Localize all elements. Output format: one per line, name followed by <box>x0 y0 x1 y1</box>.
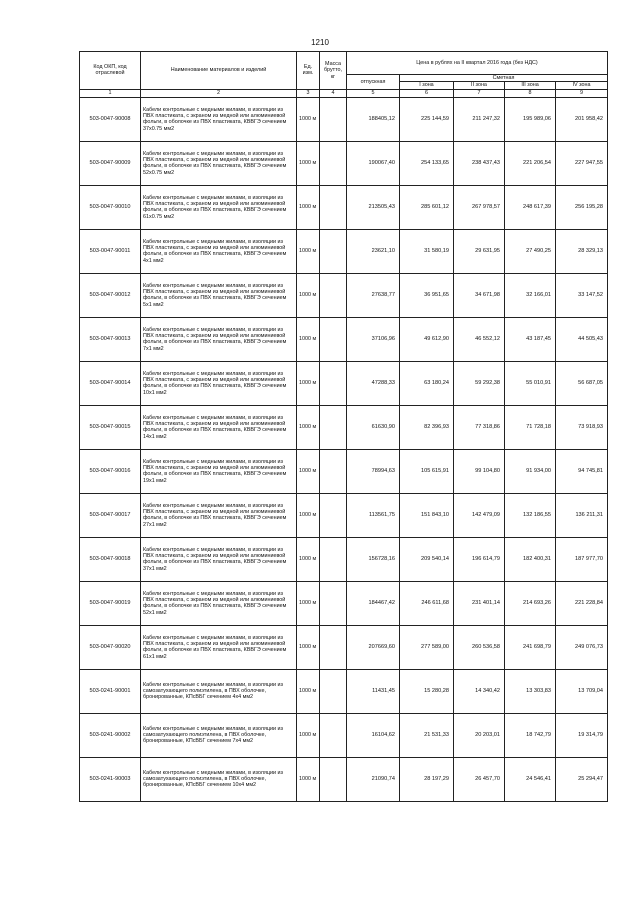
item-code: 503-0047-90012 <box>80 273 141 317</box>
table-row <box>80 361 608 405</box>
zone-4-price: 227 947,55 <box>556 141 608 185</box>
column-number: 8 <box>505 89 556 97</box>
zone-1-price: 63 180,24 <box>400 361 454 405</box>
item-unit: 1000 м <box>297 537 320 581</box>
table-row <box>80 493 608 537</box>
item-name: Кабели контрольные с медными жилами, в изоляции из ПВХ пластиката, с экраном из медной или алюминиевой фольги, в оболочке из ПВХ пластиката, КВВГЭ сечением 7х1 мм2 <box>141 317 297 361</box>
zone-4-price: 13 709,04 <box>556 669 608 713</box>
column-number: 3 <box>297 89 320 97</box>
release-price: 78994,63 <box>347 449 400 493</box>
table-row <box>80 405 608 449</box>
zone-4-price: 187 977,70 <box>556 537 608 581</box>
zone-2-price: 267 978,57 <box>454 185 505 229</box>
zone-1-price: 246 611,68 <box>400 581 454 625</box>
zone-2-price: 59 292,38 <box>454 361 505 405</box>
release-price: 11431,45 <box>347 669 400 713</box>
item-name: Кабели контрольные с медными жилами, в изоляции из самозатухающего полиэтилена, в ПВХ оболочке, бронированные, КПсВБГ сечением 10х4 мм2 <box>141 757 297 801</box>
item-name: Кабели контрольные с медными жилами, в изоляции из ПВХ пластиката, с экраном из медной или алюминиевой фольги, в оболочке из ПВХ пластиката, КВВГЭ сечением 52х0.75 мм2 <box>141 141 297 185</box>
zone-4-price: 56 687,05 <box>556 361 608 405</box>
column-number-row <box>80 89 608 97</box>
zone-2-price: 46 552,12 <box>454 317 505 361</box>
zone-1-price: 285 601,12 <box>400 185 454 229</box>
zone-3-price: 13 303,83 <box>505 669 556 713</box>
release-price: 21090,74 <box>347 757 400 801</box>
table-row <box>80 713 608 757</box>
item-unit: 1000 м <box>297 317 320 361</box>
zone-3-price: 32 166,01 <box>505 273 556 317</box>
item-unit: 1000 м <box>297 185 320 229</box>
table-row <box>80 537 608 581</box>
zone-3-price: 214 693,26 <box>505 581 556 625</box>
table-row <box>80 669 608 713</box>
zone-1-price: 151 843,10 <box>400 493 454 537</box>
item-code: 503-0047-90020 <box>80 625 141 669</box>
zone-1-price: 277 589,00 <box>400 625 454 669</box>
zone-4-price: 19 314,79 <box>556 713 608 757</box>
item-mass <box>320 97 347 141</box>
column-number: 4 <box>320 89 347 97</box>
zone-1-price: 28 197,29 <box>400 757 454 801</box>
item-mass <box>320 713 347 757</box>
zone-2-price: 14 340,42 <box>454 669 505 713</box>
zone-1-price: 15 280,28 <box>400 669 454 713</box>
zone-4-price: 73 918,93 <box>556 405 608 449</box>
zone-3-price: 195 989,06 <box>505 97 556 141</box>
zone-3-price: 221 206,54 <box>505 141 556 185</box>
table-row <box>80 625 608 669</box>
zone-1-price: 49 612,90 <box>400 317 454 361</box>
header-zone-4: IV зона <box>556 82 608 89</box>
item-mass <box>320 273 347 317</box>
item-unit: 1000 м <box>297 141 320 185</box>
item-code: 503-0047-90013 <box>80 317 141 361</box>
item-mass <box>320 317 347 361</box>
item-name: Кабели контрольные с медными жилами, в изоляции из самозатухающего полиэтилена, в ПВХ оболочке, бронированные, КПсВБГ сечением 7х4 мм2 <box>141 713 297 757</box>
item-code: 503-0047-90016 <box>80 449 141 493</box>
column-number: 2 <box>141 89 297 97</box>
zone-3-price: 182 400,31 <box>505 537 556 581</box>
table-row <box>80 185 608 229</box>
zone-3-price: 132 186,55 <box>505 493 556 537</box>
item-unit: 1000 м <box>297 625 320 669</box>
zone-4-price: 25 294,47 <box>556 757 608 801</box>
zone-2-price: 231 401,14 <box>454 581 505 625</box>
table-row <box>80 581 608 625</box>
zone-2-price: 77 318,86 <box>454 405 505 449</box>
zone-2-price: 196 614,79 <box>454 537 505 581</box>
item-code: 503-0047-90009 <box>80 141 141 185</box>
zone-3-price: 43 187,45 <box>505 317 556 361</box>
item-mass <box>320 581 347 625</box>
zone-3-price: 18 742,79 <box>505 713 556 757</box>
item-name: Кабели контрольные с медными жилами, в изоляции из ПВХ пластиката, с экраном из медной или алюминиевой фольги, в оболочке из ПВХ пластиката, КВВГЭ сечением 19х1 мм2 <box>141 449 297 493</box>
item-code: 503-0047-90019 <box>80 581 141 625</box>
zone-4-price: 28 329,13 <box>556 229 608 273</box>
zone-1-price: 31 580,19 <box>400 229 454 273</box>
item-unit: 1000 м <box>297 361 320 405</box>
item-mass <box>320 185 347 229</box>
zone-2-price: 260 536,58 <box>454 625 505 669</box>
column-number: 1 <box>80 89 141 97</box>
table-row <box>80 757 608 801</box>
table-row <box>80 449 608 493</box>
zone-3-price: 241 698,79 <box>505 625 556 669</box>
header-zone-2: II зона <box>454 82 505 89</box>
item-name: Кабели контрольные с медными жилами, в изоляции из ПВХ пластиката, с экраном из медной или алюминиевой фольги, в оболочке из ПВХ пластиката, КВВГЭ сечением 37х0.75 мм2 <box>141 97 297 141</box>
item-code: 503-0047-90017 <box>80 493 141 537</box>
zone-2-price: 238 437,43 <box>454 141 505 185</box>
item-mass <box>320 361 347 405</box>
item-unit: 1000 м <box>297 97 320 141</box>
item-unit: 1000 м <box>297 581 320 625</box>
item-unit: 1000 м <box>297 669 320 713</box>
table-row <box>80 317 608 361</box>
item-code: 503-0047-90008 <box>80 97 141 141</box>
zone-4-price: 33 147,52 <box>556 273 608 317</box>
zone-4-price: 136 211,31 <box>556 493 608 537</box>
table-row <box>80 273 608 317</box>
zone-2-price: 20 203,01 <box>454 713 505 757</box>
zone-2-price: 29 631,95 <box>454 229 505 273</box>
item-mass <box>320 625 347 669</box>
item-mass <box>320 757 347 801</box>
item-code: 503-0047-90015 <box>80 405 141 449</box>
header-zone-3: III зона <box>505 82 556 89</box>
zone-4-price: 221 228,84 <box>556 581 608 625</box>
item-name: Кабели контрольные с медными жилами, в изоляции из самозатухающего полиэтилена, в ПВХ оболочке, бронированные, КПсВБГ сечением 4х4 мм2 <box>141 669 297 713</box>
item-unit: 1000 м <box>297 229 320 273</box>
header-code: Код ОКП, код отраслевой <box>80 52 141 90</box>
item-name: Кабели контрольные с медными жилами, в изоляции из ПВХ пластиката, с экраном из медной или алюминиевой фольги, в оболочке из ПВХ пластиката, КВВГЭ сечением 5х1 мм2 <box>141 273 297 317</box>
zone-4-price: 201 958,42 <box>556 97 608 141</box>
release-price: 190067,40 <box>347 141 400 185</box>
item-code: 503-0047-90018 <box>80 537 141 581</box>
release-price: 207669,60 <box>347 625 400 669</box>
release-price: 188405,12 <box>347 97 400 141</box>
item-code: 503-0047-90010 <box>80 185 141 229</box>
header-estimate: Сметная <box>400 75 608 82</box>
item-unit: 1000 м <box>297 273 320 317</box>
item-unit: 1000 м <box>297 405 320 449</box>
release-price: 61630,90 <box>347 405 400 449</box>
page-number: 1210 <box>311 38 329 47</box>
item-name: Кабели контрольные с медными жилами, в изоляции из ПВХ пластиката, с экраном из медной или алюминиевой фольги, в оболочке из ПВХ пластиката, КВВГЭ сечением 10х1 мм2 <box>141 361 297 405</box>
item-name: Кабели контрольные с медными жилами, в изоляции из ПВХ пластиката, с экраном из медной или алюминиевой фольги, в оболочке из ПВХ пластиката, КВВГЭ сечением 37х1 мм2 <box>141 537 297 581</box>
zone-1-price: 225 144,59 <box>400 97 454 141</box>
item-code: 503-0047-90014 <box>80 361 141 405</box>
release-price: 23621,10 <box>347 229 400 273</box>
zone-2-price: 34 671,98 <box>454 273 505 317</box>
zone-2-price: 26 457,70 <box>454 757 505 801</box>
release-price: 113561,75 <box>347 493 400 537</box>
item-unit: 1000 м <box>297 757 320 801</box>
item-code: 503-0047-90011 <box>80 229 141 273</box>
zone-3-price: 71 728,18 <box>505 405 556 449</box>
item-unit: 1000 м <box>297 449 320 493</box>
column-number: 7 <box>454 89 505 97</box>
item-name: Кабели контрольные с медными жилами, в изоляции из ПВХ пластиката, с экраном из медной или алюминиевой фольги, в оболочке из ПВХ пластиката, КВВГЭ сечением 27х1 мм2 <box>141 493 297 537</box>
column-number: 5 <box>347 89 400 97</box>
zone-2-price: 211 247,32 <box>454 97 505 141</box>
item-name: Кабели контрольные с медными жилами, в изоляции из ПВХ пластиката, с экраном из медной или алюминиевой фольги, в оболочке из ПВХ пластиката, КВВГЭ сечением 61х1 мм2 <box>141 625 297 669</box>
item-mass <box>320 493 347 537</box>
table-row <box>80 229 608 273</box>
item-mass <box>320 537 347 581</box>
column-number: 9 <box>556 89 608 97</box>
zone-4-price: 94 745,81 <box>556 449 608 493</box>
item-name: Кабели контрольные с медными жилами, в изоляции из ПВХ пластиката, с экраном из медной или алюминиевой фольги, в оболочке из ПВХ пластиката, КВВГЭ сечением 52х1 мм2 <box>141 581 297 625</box>
header-mass: Масса брутто, кг <box>320 52 347 90</box>
release-price: 37106,96 <box>347 317 400 361</box>
zone-3-price: 55 010,91 <box>505 361 556 405</box>
zone-3-price: 24 546,41 <box>505 757 556 801</box>
release-price: 16104,62 <box>347 713 400 757</box>
zone-4-price: 256 195,28 <box>556 185 608 229</box>
release-price: 27638,77 <box>347 273 400 317</box>
zone-2-price: 99 104,80 <box>454 449 505 493</box>
zone-1-price: 82 396,93 <box>400 405 454 449</box>
release-price: 47288,33 <box>347 361 400 405</box>
header-release: отпускная <box>347 75 400 90</box>
item-code: 503-0241-90001 <box>80 669 141 713</box>
item-name: Кабели контрольные с медными жилами, в изоляции из ПВХ пластиката, с экраном из медной или алюминиевой фольги, в оболочке из ПВХ пластиката, КВВГЭ сечением 4х1 мм2 <box>141 229 297 273</box>
item-unit: 1000 м <box>297 493 320 537</box>
zone-1-price: 254 133,65 <box>400 141 454 185</box>
release-price: 184467,42 <box>347 581 400 625</box>
release-price: 213505,43 <box>347 185 400 229</box>
release-price: 156728,16 <box>347 537 400 581</box>
zone-1-price: 209 540,14 <box>400 537 454 581</box>
zone-1-price: 36 951,65 <box>400 273 454 317</box>
item-code: 503-0241-90003 <box>80 757 141 801</box>
table-row <box>80 141 608 185</box>
zone-1-price: 105 615,91 <box>400 449 454 493</box>
zone-4-price: 249 076,73 <box>556 625 608 669</box>
zone-1-price: 21 531,33 <box>400 713 454 757</box>
zone-2-price: 142 479,09 <box>454 493 505 537</box>
item-unit: 1000 м <box>297 713 320 757</box>
zone-4-price: 44 505,43 <box>556 317 608 361</box>
header-unit: Ед. изм. <box>297 52 320 90</box>
item-code: 503-0241-90002 <box>80 713 141 757</box>
item-name: Кабели контрольные с медными жилами, в изоляции из ПВХ пластиката, с экраном из медной или алюминиевой фольги, в оболочке из ПВХ пластиката, КВВГЭ сечением 61х0.75 мм2 <box>141 185 297 229</box>
header-zone-1: I зона <box>400 82 454 89</box>
item-mass <box>320 449 347 493</box>
item-name: Кабели контрольные с медными жилами, в изоляции из ПВХ пластиката, с экраном из медной или алюминиевой фольги, в оболочке из ПВХ пластиката, КВВГЭ сечением 14х1 мм2 <box>141 405 297 449</box>
zone-3-price: 91 934,00 <box>505 449 556 493</box>
item-mass <box>320 669 347 713</box>
item-mass <box>320 405 347 449</box>
table-row <box>80 97 608 141</box>
header-name: Наименование материалов и изделий <box>141 52 297 90</box>
item-mass <box>320 229 347 273</box>
zone-3-price: 248 617,39 <box>505 185 556 229</box>
column-number: 6 <box>400 89 454 97</box>
item-mass <box>320 141 347 185</box>
price-table <box>79 51 608 802</box>
header-price-title: Цена в рублях на II квартал 2016 года (без НДС) <box>347 52 608 75</box>
zone-3-price: 27 490,25 <box>505 229 556 273</box>
